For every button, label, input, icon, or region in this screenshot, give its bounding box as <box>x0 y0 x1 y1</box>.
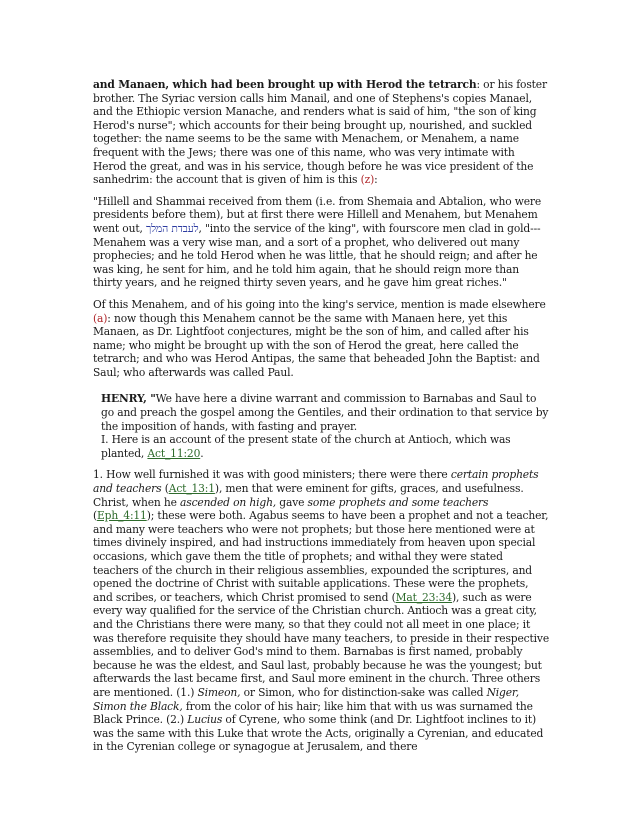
text: ), men that were eminent for gifts, graces, and usefulness. Christ, when he <box>93 482 524 509</box>
text: We have here a divine warrant and commission to Barnabas and Saul to go and preach the gospel among the Gentiles, and their ordination to that service by the imposition of hands, with fasting and prayer. <box>101 392 549 433</box>
text: Of this Menahem, and of his going into the king's service, mention is made elsewhere <box>93 297 546 311</box>
scripture-link-act-13-1[interactable]: Act_13:1 <box>168 482 215 496</box>
scripture-link-mat-23-34[interactable]: Mat_23:34 <box>395 590 452 604</box>
italic-phrase: Lucius <box>187 713 223 727</box>
paragraph-henry <box>93 392 551 433</box>
document-page <box>93 78 551 754</box>
italic-phrase: Simeon, <box>197 685 241 699</box>
text: , "into the service of the king", with fourscore men clad in gold--- Menahem was a very wise man, and a sort of a prophet, who delivered out many prophecies; and he told Herod when he was little, that he should reign; and after he was king, he sent for him, and he told him again, that he should reign more than thirty years, and he reigned thirty seven years, and he gave him great riches." <box>93 221 541 290</box>
text: : or his foster brother. The Syriac version calls him Manail, and one of Stephens's copies Manael, and the Ethiopic version Manache, and renders what is said of him, "the son of king Herod's nurse"; which accounts for their being brought up, nourished, and suckled together: the name seems to be the same with Menachem, or Menahem, a name frequent with the Jews; there was one of this name, who was very intimate with Herod the great, and was in his service, though before he was vice president of the sanhedrim: the account that is given of him is this <box>93 78 547 187</box>
paragraph-ministers <box>93 468 551 753</box>
footnote-ref-a[interactable]: (a) <box>93 311 108 325</box>
scripture-link-eph-4-11[interactable]: Eph_4:11 <box>97 509 147 523</box>
italic-phrase: Niger, Simon the Black, <box>93 685 519 713</box>
text: ( <box>161 482 169 496</box>
footnote-ref-z[interactable]: (z) <box>360 173 375 187</box>
text: or Simon, who for distinction-sake was called <box>240 685 487 699</box>
text: of Cyrene, who some think (and Dr. Lightfoot inclines to it) was the same with this Luke that wrote the Acts, originally a Cyrenian, and educated in the Cyrenian college or synagogue at Jerusalem, and there <box>93 713 544 754</box>
text: "Hillell and Shammai received from them (i.e. from Shemaia and Abtalion, who were presidents before them), but at first there were Hillell and Menahem, but Menahem went out, <box>93 194 542 235</box>
text: ), such as were every way qualified for the service of the Christian church. Antioch was a great city, and the Christians there were many, so that they could not all meet in one place; it was therefore requisite they should have many teachers, to preside in their respective assemblies, and to deliver God's mind to them. Barnabas is first named, probably because he was the eldest, and Saul last, probably because he was the youngest; but afterwards the last became first, and Saul more eminent in the church. Three others are mentioned. (1.) <box>93 590 549 699</box>
text: from the color of his hair; like him that with us was surnamed the Black Prince. (2.) <box>93 699 533 727</box>
hebrew-phrase: לעבדת המלך <box>145 221 199 235</box>
scripture-link-act-11-20[interactable]: Act_11:20 <box>147 446 201 460</box>
italic-phrase: some prophets and some teachers <box>307 495 489 509</box>
text: ( <box>93 509 98 523</box>
text: : <box>374 173 378 187</box>
paragraph-quote-hillell <box>93 195 551 290</box>
text: gave <box>276 495 308 509</box>
paragraph-manaen <box>93 78 551 187</box>
paragraph-section-one <box>93 433 551 460</box>
italic-phrase: ascended on high, <box>180 495 277 509</box>
italic-phrase: certain prophets and teachers <box>93 468 539 496</box>
text: : now though this Menahem cannot be the same with Manaen here, yet this Manaen, as Dr. Lightfoot conjectures, might be the son of him, and called after his name; who might be brought up with the son of Herod the great, here called the tetrarch; and who was Herod Antipas, the same that beheaded John the Baptist: and Saul; who afterwards was called Paul. <box>93 311 540 379</box>
text: 1. How well furnished it was with good ministers; there were there <box>93 468 451 482</box>
bold-verse-lead: and Manaen, which had been brought up with Herod the tetrarch <box>93 78 477 91</box>
text: ); these were both. Agabus seems to have been a prophet and not a teacher, and many were teachers who were not prophets; but those here mentioned were at times divinely inspired, and had instructions immediately from heaven upon special occasions, which gave them the title of prophets; and withal they were stated teachers of the church in their religious assemblies, expounded the scriptures, and opened the doctrine of Christ with suitable applications. These were the prophets, and scribes, or teachers, which Christ promised to send ( <box>93 509 549 604</box>
paragraph-menahem <box>93 298 551 380</box>
text: . <box>200 446 204 460</box>
commentary-author: HENRY, " <box>101 392 156 406</box>
text: I. Here is an account of the present state of the church at Antioch, which was planted, <box>101 433 511 460</box>
